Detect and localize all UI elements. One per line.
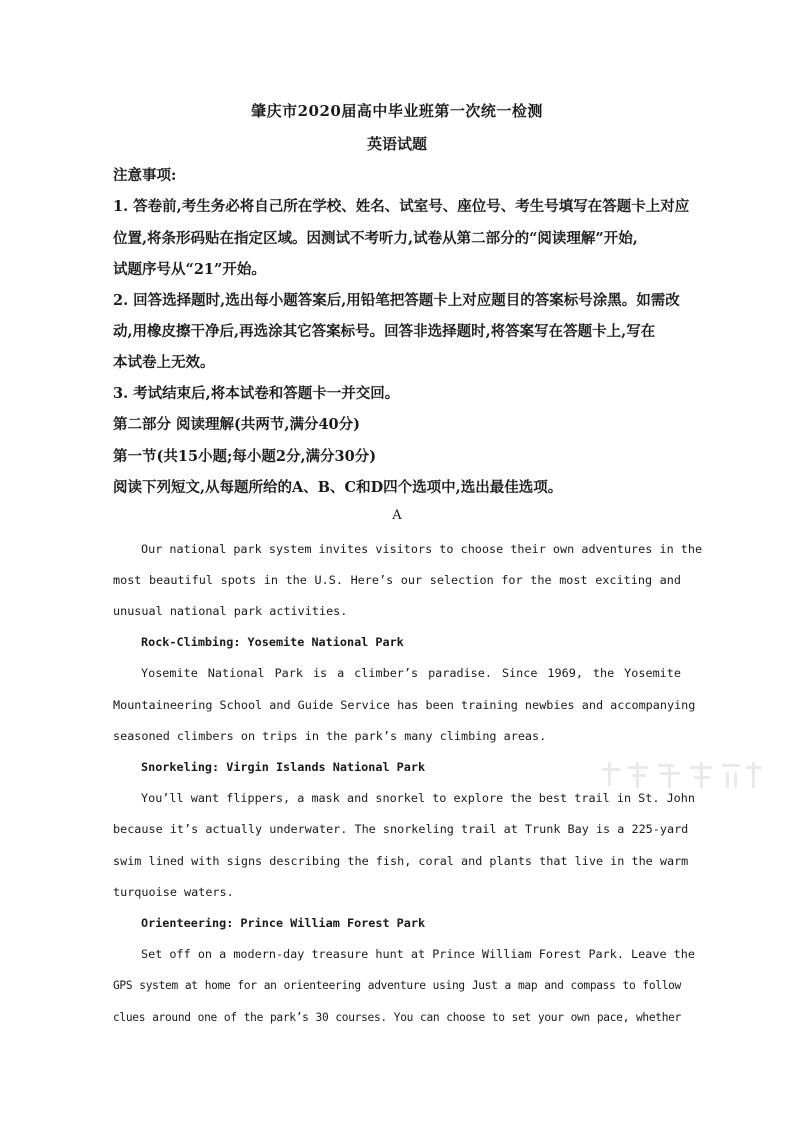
part-heading: 第二部分 阅读理解(共两节,满分40分) [113,416,360,433]
notice-line: 试题序号从“21”开始。 [113,261,266,278]
paragraph-line: GPS system at home for an orienteering adventure using Just a map and compass to follow [113,979,681,992]
paragraph-line: Mountaineering School and Guide Service has been training newbies and accompanying [113,698,696,712]
paragraph-line: because it’s actually underwater. The snorkeling trail at Trunk Bay is a 225-yard [113,822,689,836]
paragraph-line: Set off on a modern-day treasure hunt at Prince William Forest Park. Leave the [141,947,695,961]
notice-line: 3. 考试结束后,将本试卷和答题卡一并交回。 [113,385,400,402]
paragraph-line: most beautiful spots in the U.S. Here’s our selection for the most exciting and [113,573,681,587]
paragraph-line: unusual national park activities. [113,604,348,618]
activity-heading: Snorkeling: Virgin Islands National Park [141,760,426,774]
paragraph-line: seasoned climbers on trips in the park’s many climbing areas. [113,729,547,743]
section-heading: 第一节(共15小题;每小题2分,满分30分) [113,448,377,465]
notice-heading: 注意事项: [113,167,177,184]
faded-watermark-icon [598,756,768,796]
exam-title: 肇庆市2020届高中毕业班第一次统一检测 [251,102,543,120]
paragraph-line: Yosemite National Park is a climber’s paradise. Since 1969, the Yosemite [141,666,681,680]
paragraph-line: turquoise waters. [113,885,234,899]
activity-heading: Orienteering: Prince William Forest Park [141,916,426,930]
notice-line: 2. 回答选择题时,选出每小题答案后,用铅笔把答题卡上对应题目的答案标号涂黑。如需改 [113,292,680,309]
paragraph-line: Our national park system invites visitors to choose their own adventures in the [141,542,703,556]
notice-line: 动,用橡皮擦干净后,再选涂其它答案标号。回答非选择题时,将答案写在答题卡上,写在 [113,323,656,340]
paragraph-line: You’ll want flippers, a mask and snorkel to explore the best trail in St. John [141,791,695,805]
passage-label: A [392,508,402,523]
activity-heading: Rock-Climbing: Yosemite National Park [141,635,404,649]
notice-line: 位置,将条形码贴在指定区域。因测试不考听力,试卷从第二部分的“阅读理解”开始, [113,230,638,247]
exam-subtitle: 英语试题 [366,135,427,153]
instruction-text: 阅读下列短文,从每题所给的A、B、C和D四个选项中,选出最佳选项。 [113,479,563,496]
notice-line: 1. 答卷前,考生务必将自己所在学校、姓名、试室号、座位号、考生号填写在答题卡上对应 [113,198,690,215]
paragraph-line: swim lined with signs describing the fish, coral and plants that live in the warm [113,854,689,868]
paragraph-line: clues around one of the park’s 30 courses. You can choose to set your own pace, whether [113,1011,681,1024]
notice-line: 本试卷上无效。 [113,354,215,371]
